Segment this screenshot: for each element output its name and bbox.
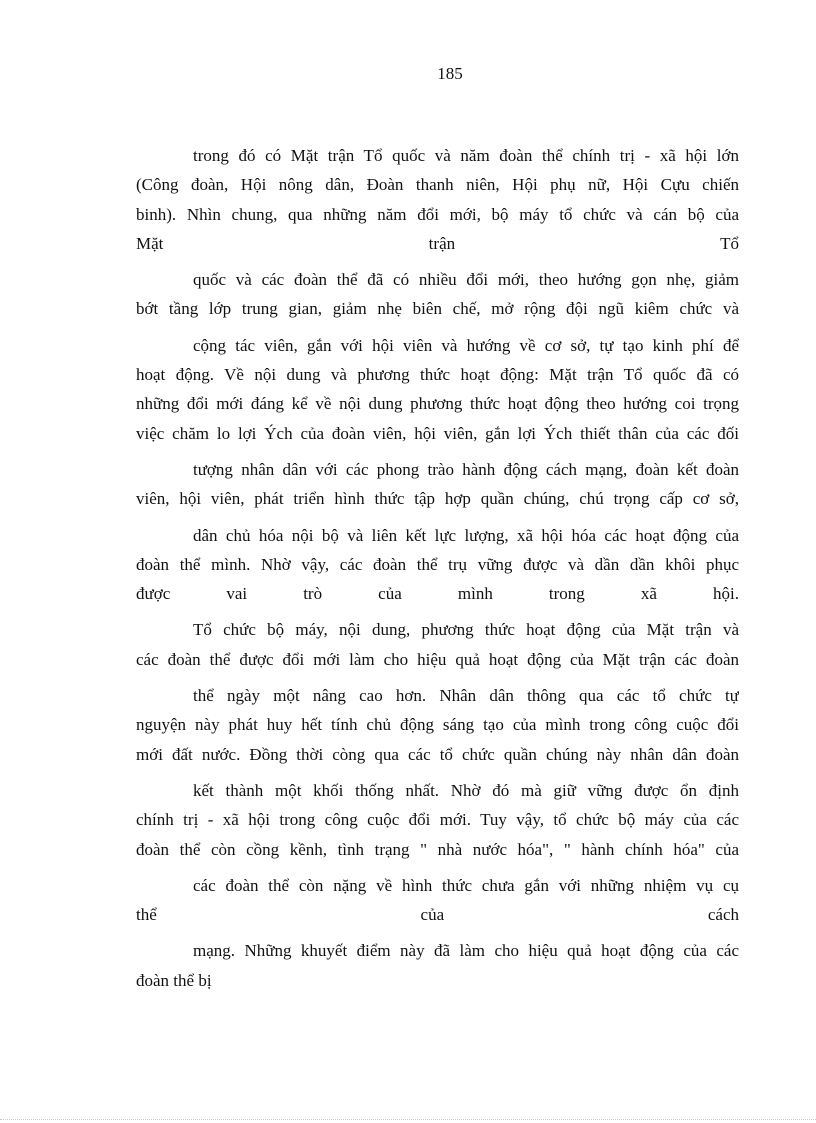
text-line: cộng tác viên, gắn với hội viên và hướng về cơ sở, tự tạo kinh phí để	[193, 335, 739, 355]
text-line: dân chủ hóa nội bộ và liên kết lực lượng, xã hội hóa các hoạt động của	[193, 525, 739, 545]
text-line: mạng. Những khuyết điểm này đã làm cho hiệu quả hoạt động của các	[193, 941, 739, 961]
text-line: binh). Nhìn chung, qua những năm đổi mới, bộ máy tổ chức và cán bộ của	[136, 204, 739, 224]
text-line: đoàn thể bị	[136, 970, 212, 990]
text-line: được vai trò của mình trong xã hội.	[136, 584, 739, 604]
text-line: thể của cách	[136, 905, 739, 925]
text-line: đoàn thể mình. Nhờ vậy, các đoàn thể trụ vững được và dần dần khôi phục	[136, 554, 739, 574]
text-line: Tổ chức bộ máy, nội dung, phương thức hoạt động của Mặt trận và	[193, 620, 739, 640]
text-line: trong đó có Mặt trận Tổ quốc và năm đoàn thể chính trị - xã hội lớn	[193, 146, 739, 165]
text-line: viên, hội viên, phát triển hình thức tập hợp quần chúng, chú trọng cấp cơ sở,	[136, 489, 739, 509]
text-line: bớt tầng lớp trung gian, giảm nhẹ biên chế, mở rộng đội ngũ kiêm chức và	[136, 299, 739, 319]
text-line: thể ngày một nâng cao hơn. Nhân dân thông qua các tổ chức tự	[193, 686, 739, 706]
text-line: những đổi mới đáng kể về nội dung phương thức hoạt động theo hướng coi trọng	[136, 394, 739, 414]
text-line: (Công đoàn, Hội nông dân, Đoàn thanh niên, Hội phụ nữ, Hội Cựu chiến	[136, 175, 739, 195]
text-line: việc chăm lo lợi Ých của đoàn viên, hội viên, gắn lợi Ých thiết thân của các đối	[136, 423, 739, 443]
text-line: hoạt động. Về nội dung và phương thức hoạt động: Mặt trận Tổ quốc đã có	[136, 365, 739, 385]
text-line: Mặt trận Tổ	[136, 233, 739, 253]
text-line: các đoàn thể được đổi mới làm cho hiệu quả hoạt động của Mặt trận các đoàn	[136, 649, 739, 669]
document-body	[136, 141, 739, 995]
text-line: mới đất nước. Đồng thời còng qua các tổ chức quần chúng này nhân dân đoàn	[136, 744, 739, 764]
text-line: chính trị - xã hội trong công cuộc đổi mới. Tuy vậy, tổ chức bộ máy của các	[136, 810, 739, 830]
page-number: 185	[437, 64, 463, 83]
text-line: kết thành một khối thống nhất. Nhờ đó mà giữ vững được ổn định	[193, 780, 739, 800]
text-line: đoàn thể còn cồng kềnh, tình trạng " nhà nước hóa", " hành chính hóa" của	[136, 839, 739, 859]
text-line: tượng nhân dân với các phong trào hành động cách mạng, đoàn kết đoàn	[193, 459, 739, 479]
text-line: nguyện này phát huy hết tính chủ động sáng tạo của mình trong công cuộc đổi	[136, 715, 739, 735]
text-line: quốc và các đoàn thể đã có nhiều đổi mới, theo hướng gọn nhẹ, giảm	[193, 270, 739, 290]
text-line: các đoàn thể còn nặng về hình thức chưa gắn với những nhiệm vụ cụ	[193, 875, 739, 895]
page-bottom-divider	[0, 1119, 816, 1120]
